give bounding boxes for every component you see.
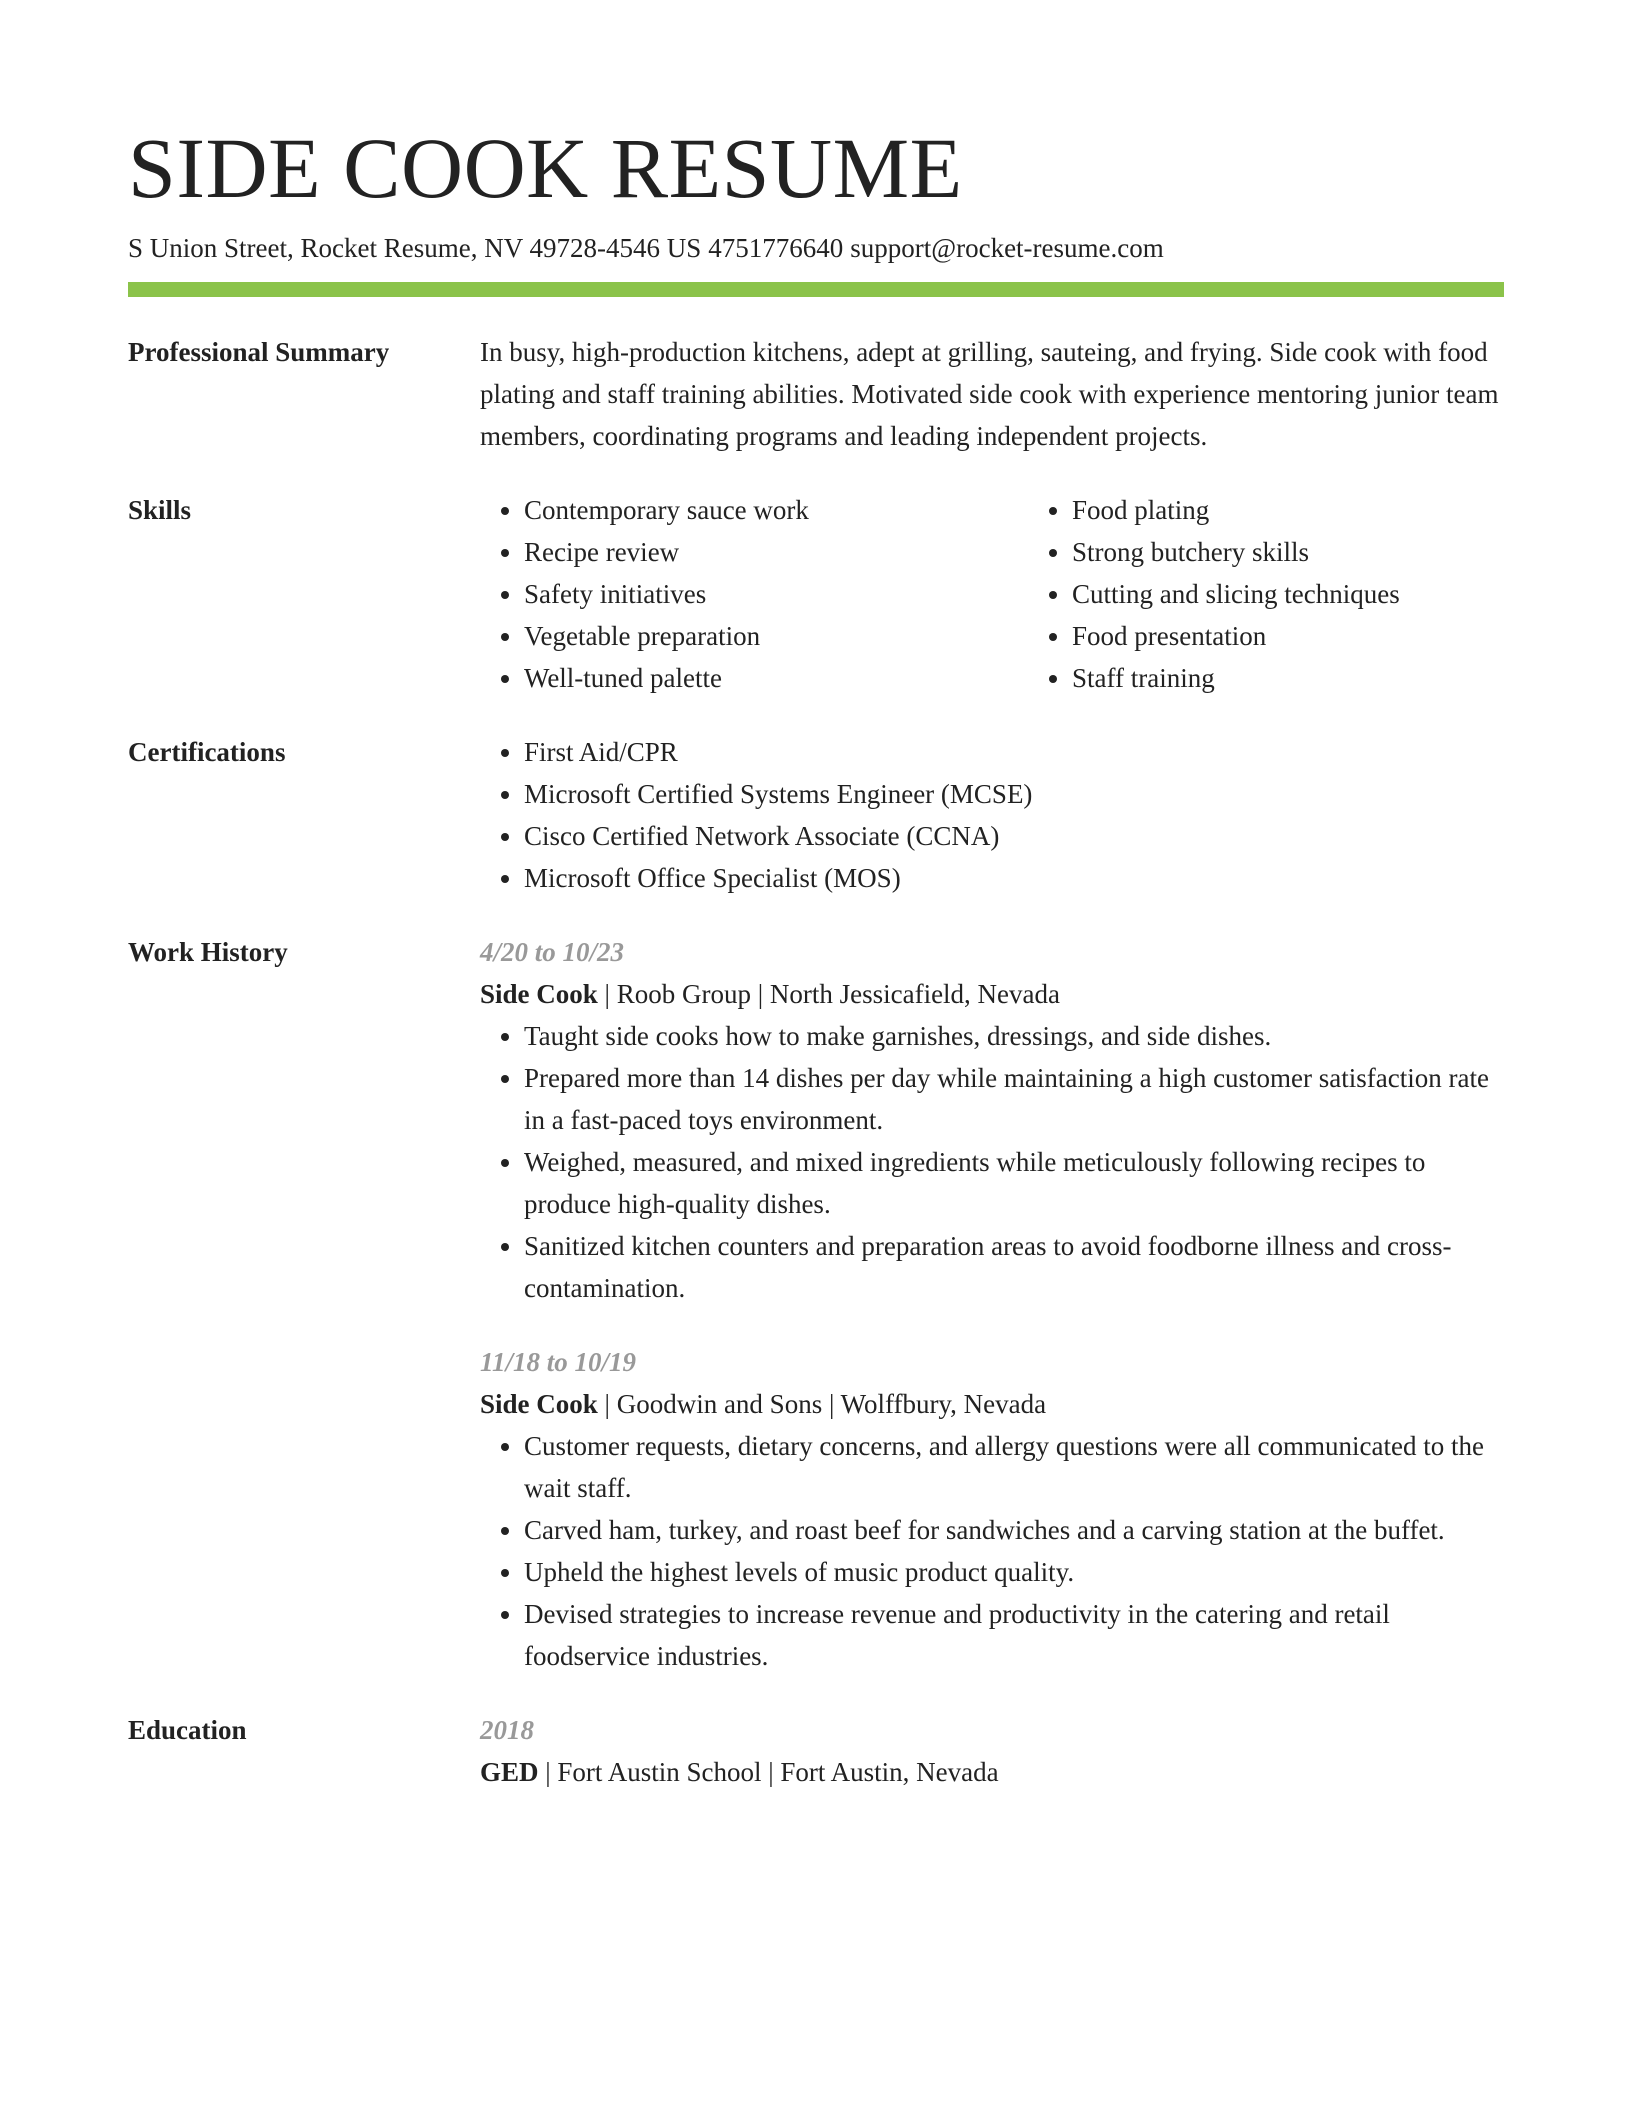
job-dates: 11/18 to 10/19 (480, 1347, 637, 1377)
job-bullet: • Customer requests, dietary concerns, and allergy questions were all communicated to the wait staff. (524, 1425, 1504, 1509)
resume-title: SIDE COOK RESUME (128, 120, 963, 216)
job-bullet: • Devised strategies to increase revenue and productivity in the catering and retail foodservice industries. (524, 1593, 1504, 1677)
skill-item: • Staff training (1072, 657, 1576, 699)
education-section (128, 1709, 1504, 1793)
skill-item: • Cutting and slicing techniques (1072, 573, 1576, 615)
resume-page (128, 118, 1504, 1793)
skill-item: • Safety initiatives (524, 573, 1028, 615)
job-bullet: • Upheld the highest levels of music product quality. (524, 1551, 1504, 1593)
skill-item: • Strong butchery skills (1072, 531, 1576, 573)
header-divider (128, 282, 1504, 297)
job-bullet: • Sanitized kitchen counters and preparation areas to avoid foodborne illness and cross-contamination. (524, 1225, 1504, 1309)
certifications-list (480, 731, 1504, 899)
certification-item: • Cisco Certified Network Associate (CCNA) (524, 815, 1504, 857)
certification-item: • First Aid/CPR (524, 731, 1504, 773)
summary-section (128, 331, 1504, 457)
job-bullet: • Weighed, measured, and mixed ingredients while meticulously following recipes to produce high-quality dishes. (524, 1141, 1504, 1225)
job-dates: 4/20 to 10/23 (480, 937, 625, 967)
job-details: | Roob Group | North Jessicafield, Nevada (597, 979, 1061, 1009)
section-label-work-history: Work History (128, 937, 288, 967)
work-history-section (128, 931, 1504, 1677)
certifications-section (128, 731, 1504, 899)
education-degree: GED (480, 1757, 539, 1787)
job-bullets (480, 1425, 1504, 1677)
skill-item: • Food presentation (1072, 615, 1576, 657)
job-bullet: • Prepared more than 14 dishes per day while maintaining a high customer satisfaction rate in a fast-paced toys environment. (524, 1057, 1504, 1141)
skill-item: • Food plating (1072, 489, 1576, 531)
summary-text: In busy, high-production kitchens, adept at grilling, sauteing, and frying. Side cook with food plating and staff training abilities. Motivated side cook with experience mentoring junior team members, coordinating programs and leading independent projects. (480, 337, 1499, 451)
skills-list-right (1028, 489, 1576, 699)
job-bullets (480, 1015, 1504, 1309)
skill-item: • Well-tuned palette (524, 657, 1028, 699)
education-year: 2018 (480, 1715, 534, 1745)
certification-item: • Microsoft Office Specialist (MOS) (524, 857, 1504, 899)
job-title: Side Cook (480, 1389, 598, 1419)
section-label-summary: Professional Summary (128, 337, 390, 367)
job-bullet: • Taught side cooks how to make garnishes, dressings, and side dishes. (524, 1015, 1504, 1057)
job-entry (480, 931, 1504, 1309)
skills-section (128, 489, 1504, 699)
skill-item: • Contemporary sauce work (524, 489, 1028, 531)
contact-line (128, 230, 1504, 266)
skills-list-left (480, 489, 1028, 699)
skill-item: • Vegetable preparation (524, 615, 1028, 657)
job-entry (480, 1341, 1504, 1677)
job-heading (480, 973, 1504, 1015)
certification-item: • Microsoft Certified Systems Engineer (MCSE) (524, 773, 1504, 815)
section-label-skills: Skills (128, 495, 192, 525)
job-bullet: • Carved ham, turkey, and roast beef for sandwiches and a carving station at the buffet. (524, 1509, 1504, 1551)
section-label-certifications: Certifications (128, 737, 286, 767)
contact-phone: 4751776640 (708, 233, 844, 263)
contact-address: S Union Street, Rocket Resume, NV 49728-4546 US (128, 233, 702, 263)
education-details: | Fort Austin School | Fort Austin, Nevada (538, 1757, 999, 1787)
education-heading (480, 1751, 1504, 1793)
contact-email: support@rocket-resume.com (850, 233, 1164, 263)
job-title: Side Cook (480, 979, 598, 1009)
job-details: | Goodwin and Sons | Wolffbury, Nevada (597, 1389, 1047, 1419)
section-label-education: Education (128, 1715, 247, 1745)
skill-item: • Recipe review (524, 531, 1028, 573)
job-heading (480, 1383, 1504, 1425)
